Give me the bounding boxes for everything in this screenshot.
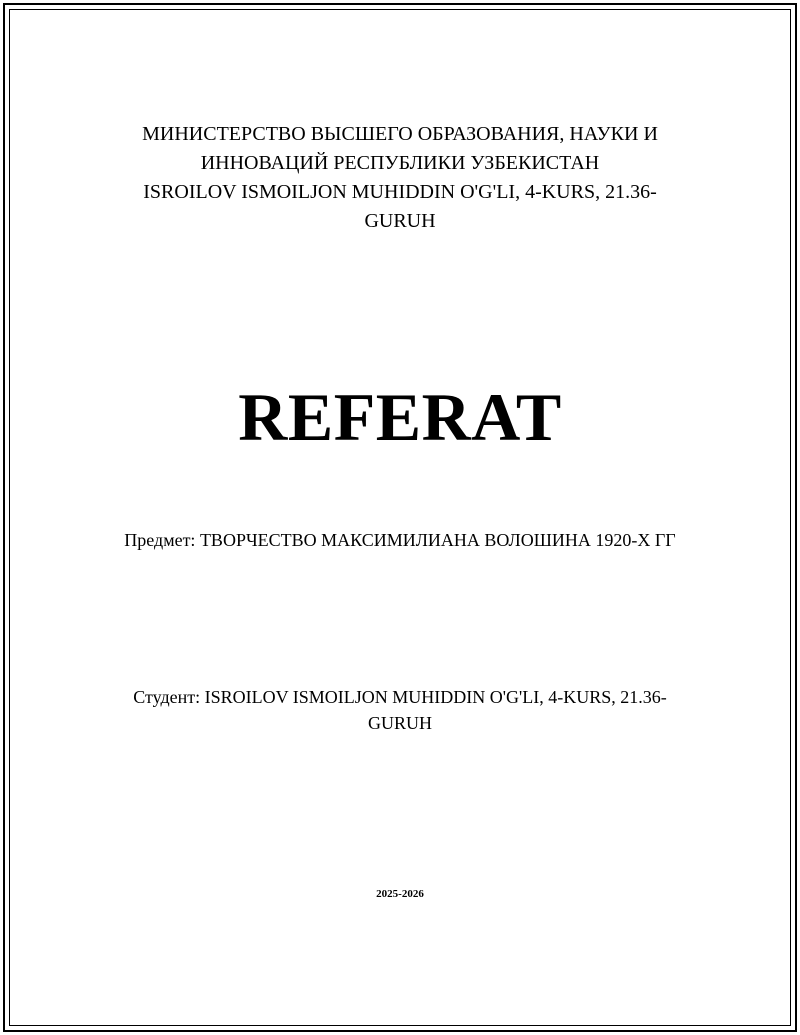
document-title: REFERAT (238, 379, 562, 455)
header-line: ISROILOV ISMOILJON MUHIDDIN O'G'LI, 4-KURS, 21.36- (143, 181, 657, 203)
student-line: Студент: ISROILOV ISMOILJON MUHIDDIN O'G'LI, 4-KURS, 21.36- (133, 687, 667, 707)
header-line: ИННОВАЦИЙ РЕСПУБЛИКИ УЗБЕКИСТАН (200, 152, 600, 174)
student-line: GURUH (367, 713, 432, 733)
academic-year: 2025-2026 (376, 888, 424, 900)
header-line: GURUH (364, 210, 436, 232)
student-info (0, 684, 800, 736)
header-line: МИНИСТЕРСТВО ВЫСШЕГО ОБРАЗОВАНИЯ, НАУКИ И (142, 123, 658, 145)
subject-line: Предмет: ТВОРЧЕСТВО МАКСИМИЛИАНА ВОЛОШИНА 1920-Х ГГ (124, 530, 676, 550)
ministry-header (0, 120, 800, 236)
